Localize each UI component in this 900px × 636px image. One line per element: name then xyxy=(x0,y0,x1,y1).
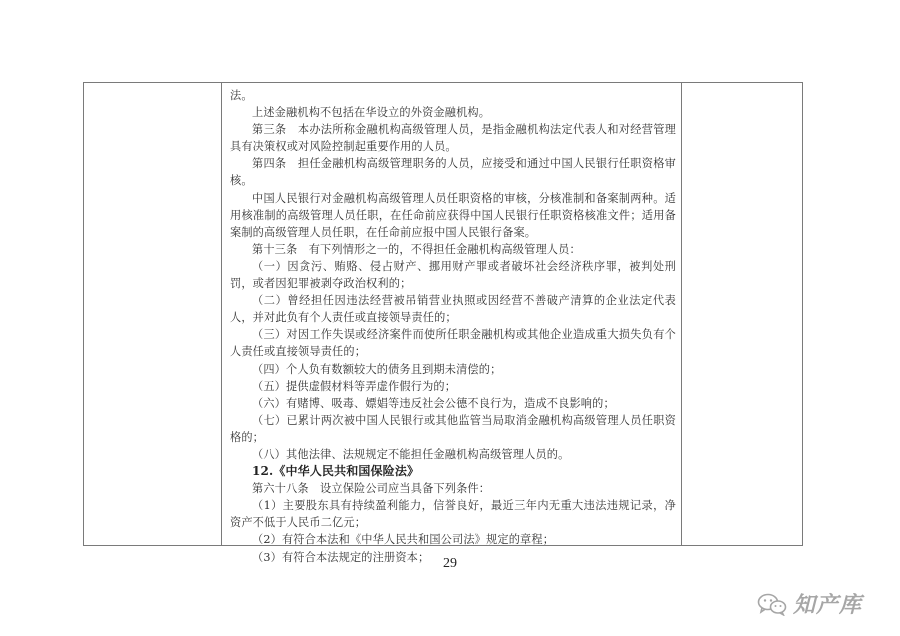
paragraph: （五）提供虚假材料等弄虚作假行为的； xyxy=(252,379,457,393)
paragraph: （一）因贪污、贿赂、侵占财产、挪用财产罪或者破坏社会经济秩序罪，被判处刑罚，或者因犯罪被剥夺政治权利的； xyxy=(230,259,676,291)
paragraph: （六）有赌博、吸毒、嫖娼等违反社会公德不良行为，造成不良影响的； xyxy=(252,396,615,410)
table-text-cell xyxy=(230,87,676,566)
paragraph: （三）对因工作失误或经济案件而使所任职金融机构或其他企业造成重大损失负有个人责任或直接领导责任的； xyxy=(230,328,676,359)
table-column-divider-right xyxy=(681,83,682,545)
paragraph: （二）曾经担任因违法经营被吊销营业执照或因经营不善破产清算的企业法定代表人，并对此负有个人责任或直接领导责任的； xyxy=(230,294,676,325)
section-heading: 12.《中华人民共和国保险法》 xyxy=(252,464,420,479)
paragraph: （2）有符合本法和《中华人民共和国公司法》规定的章程； xyxy=(252,533,555,547)
paragraph: 中国人民银行对金融机构高级管理人员任职资格的审核，分核准制和备案制两种。适用核准制的高级管理人员任职，在任命前应获得中国人民银行任职资格核准文件；适用备案制的高级管理人员任职，在任命前应报中国人民银行备案。 xyxy=(230,191,676,239)
paragraph: （3）有符合本法规定的注册资本； xyxy=(252,550,430,564)
paragraph: （1）主要股东具有持续盈利能力，信誉良好，最近三年内无重大违法违规记录，净资产不低于人民币二亿元； xyxy=(230,499,676,530)
paragraph: 第四条 担任金融机构高级管理职务的人员，应接受和通过中国人民银行任职资格审核。 xyxy=(230,157,676,188)
watermark-text: 知产库 xyxy=(793,593,863,618)
watermark xyxy=(757,588,862,619)
wechat-icon xyxy=(757,592,787,616)
paragraph: （四）个人负有数额较大的债务且到期未清偿的； xyxy=(252,362,502,376)
paragraph: （八）其他法律、法规规定不能担任金融机构高级管理人员的。 xyxy=(252,447,570,461)
page-number: 29 xyxy=(443,556,457,571)
paragraph: 第三条 本办法所称金融机构高级管理人员，是指金融机构法定代表人和对经营管理具有决策权或对风险控制起重要作用的人员。 xyxy=(230,123,676,154)
table-column-divider-left xyxy=(221,83,222,545)
paragraph: 第十三条 有下列情形之一的，不得担任金融机构高级管理人员： xyxy=(252,242,581,256)
paragraph: （七）已累计两次被中国人民银行或其他监管当局取消金融机构高级管理人员任职资格的； xyxy=(230,413,676,444)
paragraph: 法。 xyxy=(230,89,253,102)
paragraph: 第六十八条 设立保险公司应当具备下列条件： xyxy=(252,482,491,496)
paragraph: 上述金融机构不包括在华设立的外资金融机构。 xyxy=(252,106,491,120)
